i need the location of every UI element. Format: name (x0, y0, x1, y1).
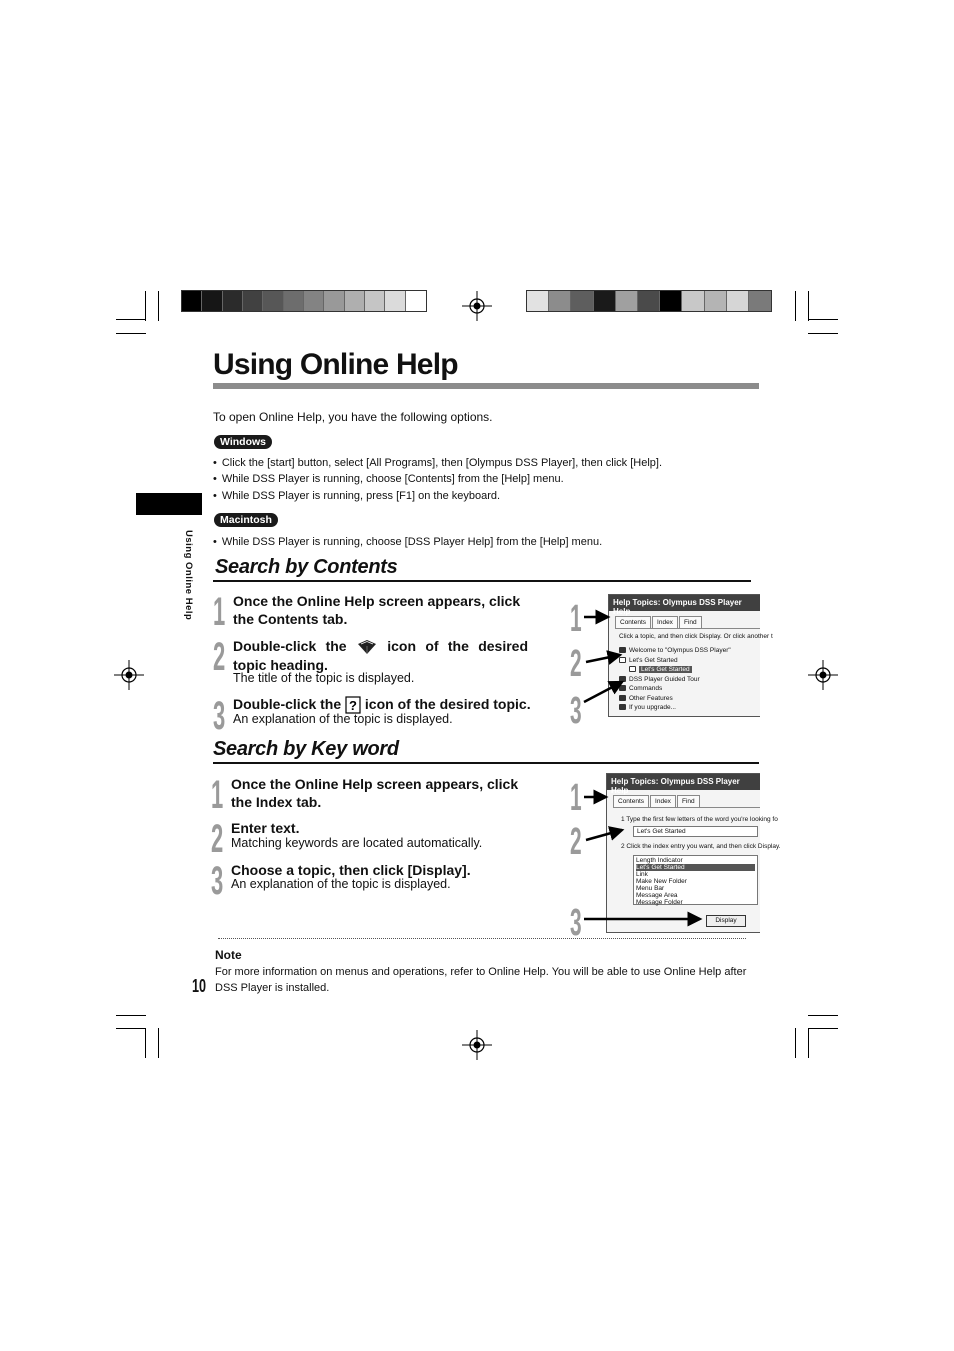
step-heading-part: icon of the desired topic heading. (233, 638, 529, 674)
note-text: For more information on menus and operations, refer to Online Help. You will be able to use Online Help after DSS Player is installed. (215, 966, 747, 994)
section-heading-keyword: Search by Key word (213, 738, 399, 760)
page-number: 10 (192, 976, 207, 996)
note-heading: Note (215, 948, 242, 962)
book-icon (356, 638, 378, 656)
step-number: 2 (213, 635, 226, 679)
step-number: 1 (213, 590, 226, 634)
book-icon (619, 695, 626, 701)
step-description: The title of the topic is displayed. (233, 671, 415, 685)
crop-mark (116, 1028, 146, 1029)
crop-mark (808, 1028, 838, 1029)
open-book-icon (619, 657, 626, 663)
color-swatch (324, 291, 344, 311)
callout-number: 2 (570, 643, 582, 685)
color-swatch (263, 291, 283, 311)
side-label: Using Online Help (183, 530, 194, 621)
step-description: An explanation of the topic is displayed. (233, 712, 453, 726)
color-calibration-bar-right (526, 290, 772, 312)
divider (218, 938, 746, 939)
tab-find[interactable]: Find (679, 616, 702, 628)
arrow-icon (580, 780, 710, 930)
book-icon (619, 685, 626, 691)
crop-mark (145, 291, 146, 321)
step-heading: Enter text. (231, 820, 300, 836)
macintosh-badge: Macintosh (214, 513, 278, 527)
color-swatch (638, 291, 660, 311)
color-swatch (682, 291, 704, 311)
color-swatch (182, 291, 202, 311)
question-icon (629, 666, 636, 672)
tree-item[interactable]: Welcome to "Olympus DSS Player" (619, 646, 756, 656)
help-window-contents-screenshot (608, 594, 773, 717)
display-button[interactable]: Display (706, 915, 746, 927)
crop-mark (795, 291, 796, 321)
tab-find[interactable]: Find (677, 795, 700, 807)
color-swatch (365, 291, 385, 311)
intro-text: To open Online Help, you have the following options. (213, 410, 493, 424)
list-item: • While DSS Player is running, press [F1] on the keyboard. (213, 489, 500, 503)
crop-mark (808, 333, 838, 334)
step-heading-part: icon of the desired topic. (364, 696, 531, 712)
section-heading-contents: Search by Contents (215, 556, 398, 578)
tree-item[interactable]: If you upgrade... (619, 703, 756, 713)
keyword-input[interactable]: Let's Get Started (633, 826, 758, 837)
step-heading-part: Double-click the (233, 696, 342, 712)
arrow-icon (580, 600, 620, 720)
tree-item[interactable]: DSS Player Guided Tour (619, 675, 756, 685)
list-item[interactable]: Length Indicator (636, 857, 683, 864)
instruction-text: 2 Click the index entry you want, and then click Display. (621, 843, 781, 850)
list-item[interactable]: Make New Folder (636, 878, 687, 885)
color-swatch (345, 291, 365, 311)
title-rule (213, 383, 759, 389)
callout-number: 3 (570, 690, 582, 732)
list-item-selected[interactable]: Let's Get Started (636, 864, 755, 871)
window-title: Help Topics: Olympus DSS Player Help (607, 774, 760, 790)
color-swatch (284, 291, 304, 311)
svg-text:?: ? (349, 698, 358, 714)
color-swatch (660, 291, 682, 311)
step-heading (233, 637, 528, 674)
side-tab (136, 493, 202, 515)
color-swatch (594, 291, 616, 311)
crop-mark (116, 333, 146, 334)
section-rule (213, 762, 759, 764)
crop-mark (145, 1028, 146, 1058)
crop-mark (158, 1028, 159, 1058)
registration-mark-icon (808, 660, 838, 690)
color-swatch (202, 291, 222, 311)
tab-bar (615, 616, 760, 628)
color-swatch (385, 291, 405, 311)
callout-number: 3 (570, 902, 582, 944)
crop-mark (808, 319, 838, 320)
page-title: Using Online Help (213, 348, 458, 381)
instruction-text: 1 Type the first few letters of the word you're looking fo (621, 816, 778, 823)
step-number: 2 (211, 817, 224, 861)
list-item: • While DSS Player is running, choose [Contents] from the [Help] menu. (213, 472, 564, 486)
registration-mark-icon (462, 1030, 492, 1060)
window-title: Help Topics: Olympus DSS Player Help (609, 595, 760, 611)
callout-number: 1 (570, 777, 582, 819)
section-rule (213, 580, 751, 582)
crop-mark (158, 291, 159, 321)
tab-index[interactable]: Index (650, 795, 676, 807)
list-item[interactable]: Message Area (636, 892, 678, 899)
tree-item[interactable]: Commands (619, 684, 756, 694)
callout-number: 1 (570, 598, 582, 640)
list-item[interactable]: Link (636, 871, 648, 878)
windows-badge: Windows (214, 435, 272, 449)
step-number: 1 (211, 773, 224, 817)
color-swatch (727, 291, 749, 311)
book-icon (619, 676, 626, 682)
color-swatch (527, 291, 549, 311)
color-swatch (571, 291, 593, 311)
list-item: • While DSS Player is running, choose [DSS Player Help] from the [Help] menu. (213, 535, 602, 549)
step-description: An explanation of the topic is displayed. (231, 877, 451, 891)
tab-index[interactable]: Index (652, 616, 678, 628)
book-icon (619, 704, 626, 710)
step-heading: Once the Online Help screen appears, click the Contents tab. (233, 593, 521, 627)
registration-mark-icon (462, 291, 492, 321)
step-heading-part: Double-click the (233, 638, 347, 654)
color-swatch (749, 291, 771, 311)
step-description: Matching keywords are located automatically. (231, 836, 483, 850)
crop-mark (116, 319, 146, 320)
list-item: • Click the [start] button, select [All Programs], then [Olympus DSS Player], then click [Help]. (213, 456, 662, 470)
step-number: 3 (213, 694, 226, 738)
color-swatch (243, 291, 263, 311)
contents-panel (615, 628, 773, 717)
color-swatch (223, 291, 243, 311)
step-number: 3 (211, 859, 224, 903)
color-swatch (616, 291, 638, 311)
callout-number: 2 (570, 821, 582, 863)
color-swatch (406, 291, 426, 311)
crop-mark (808, 1028, 809, 1058)
crop-mark (808, 291, 809, 321)
tab-contents[interactable]: Contents (613, 795, 649, 807)
step-heading: Choose a topic, then click [Display]. (231, 862, 471, 878)
registration-mark-icon (114, 660, 144, 690)
crop-mark (116, 1015, 146, 1016)
tree-item[interactable]: Other Features (619, 694, 756, 704)
color-swatch (549, 291, 571, 311)
instruction-text: Click a topic, and then click Display. Or click another t (619, 633, 773, 640)
crop-mark (795, 1028, 796, 1058)
book-icon (619, 647, 626, 653)
color-calibration-bar-left (181, 290, 427, 312)
list-item[interactable]: Message Folder (636, 899, 683, 906)
list-item[interactable]: Menu Bar (636, 885, 665, 892)
step-heading: Once the Online Help screen appears, click the Index tab. (231, 776, 519, 810)
color-swatch (705, 291, 727, 311)
crop-mark (808, 1015, 838, 1016)
tab-contents[interactable]: Contents (615, 616, 651, 628)
tree-item[interactable]: Let's Get Started (619, 656, 756, 666)
tree-item-selected[interactable]: Let's Get Started (619, 665, 756, 675)
color-swatch (304, 291, 324, 311)
